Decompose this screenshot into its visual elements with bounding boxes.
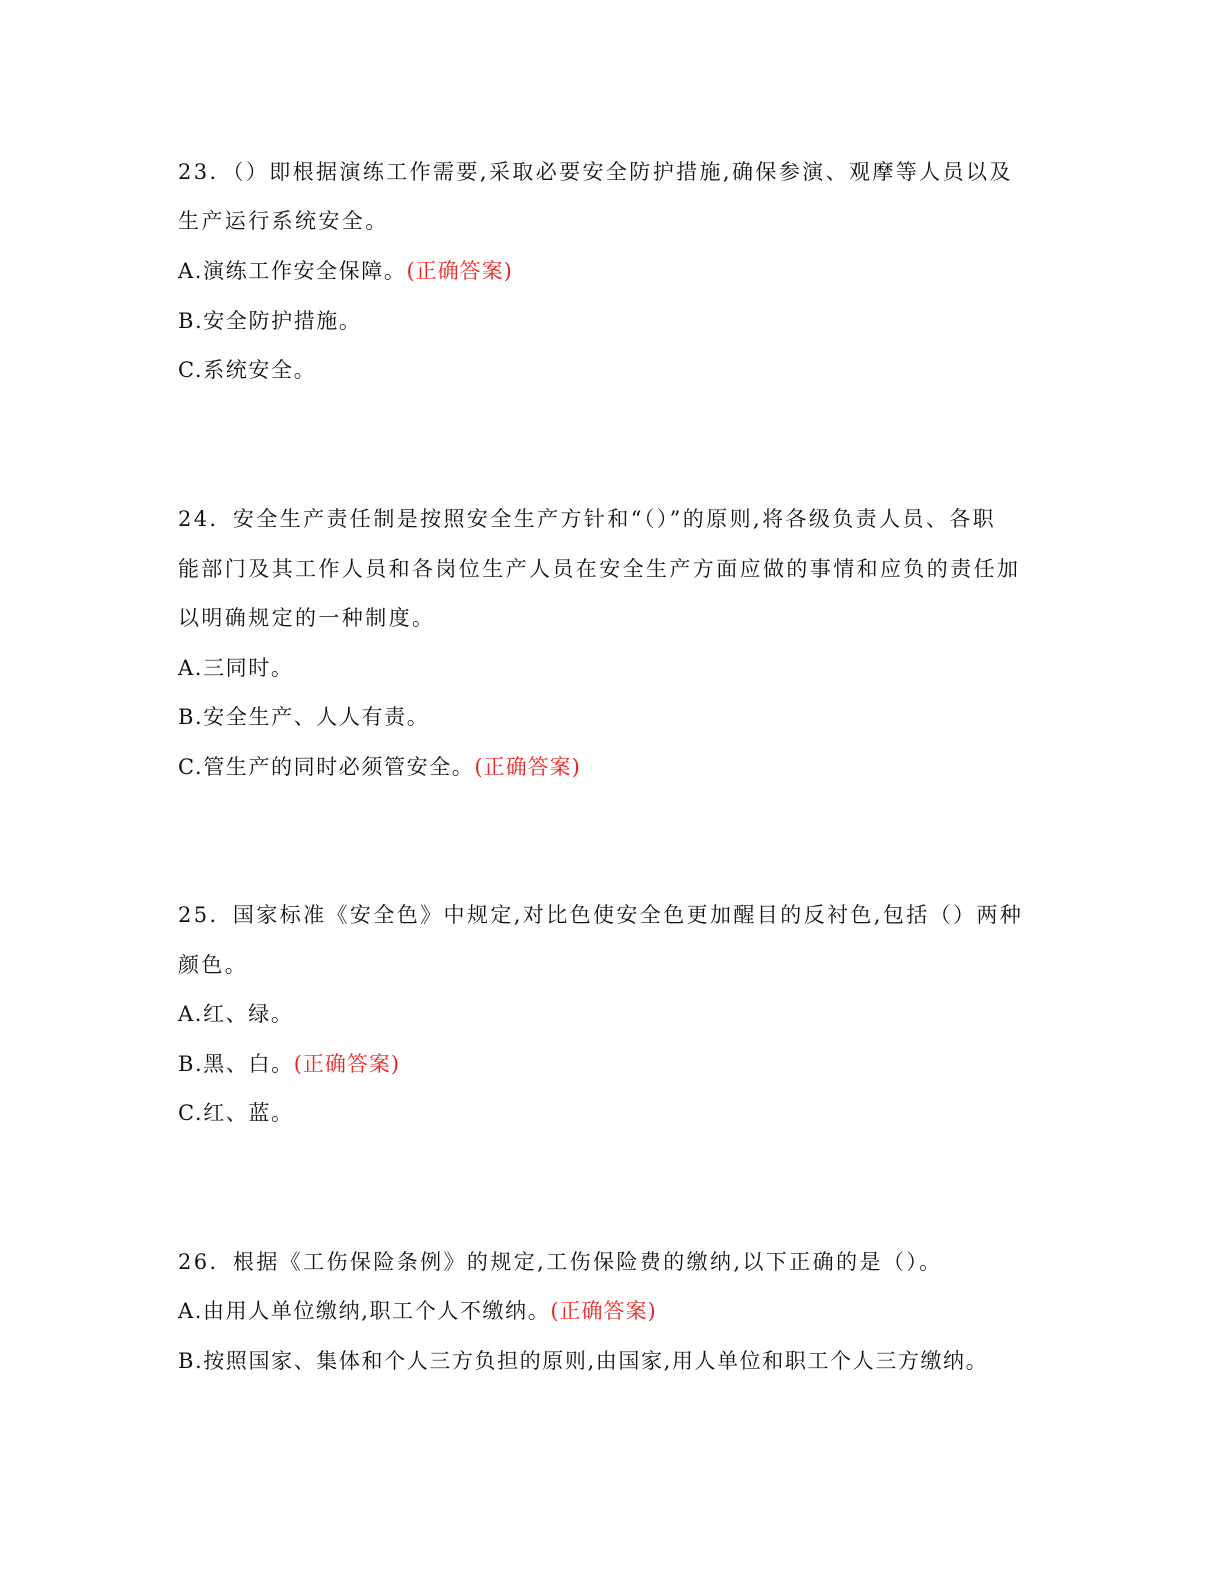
question-23-option-c: C.系统安全。: [178, 358, 317, 382]
option-text: C.管生产的同时必须管安全。: [178, 755, 475, 779]
question-26-option-b: B.按照国家、集体和个人三方负担的原则,由国家,用人单位和职工个人三方缴纳。: [178, 1349, 989, 1373]
question-24-option-b: B.安全生产、人人有责。: [178, 705, 430, 729]
question-25-option-a: A.红、绿。: [178, 1002, 294, 1026]
option-text: B.黑、白。: [178, 1052, 294, 1076]
question-25-line-1: 25．国家标准《安全色》中规定,对比色使安全色更加醒目的反衬色,包括（）两种: [178, 903, 1024, 927]
question-23-line-1: 23．（）即根据演练工作需要,采取必要安全防护措施,确保参演、观摩等人员以及: [178, 160, 1013, 184]
question-24-line-2: 能部门及其工作人员和各岗位生产人员在安全生产方面应做的事情和应负的责任加: [178, 557, 1021, 581]
question-24-line-1: 24．安全生产责任制是按照安全生产方针和“（）”的原则,将各级负责人员、各职: [178, 507, 997, 531]
question-24-option-a: A.三同时。: [178, 656, 294, 680]
question-26-line-1: 26．根据《工伤保险条例》的规定,工伤保险费的缴纳,以下正确的是（）。: [178, 1250, 943, 1274]
correct-answer-mark: (正确答案): [293, 1052, 401, 1076]
question-24-option-c: [178, 752, 1058, 782]
question-23-option-b: B.安全防护措施。: [178, 309, 362, 333]
question-23-option-a: [178, 256, 1058, 286]
question-23-line-2: 生产运行系统安全。: [178, 209, 389, 233]
question-26-option-a: [178, 1296, 1058, 1326]
option-text: A.演练工作安全保障。: [178, 259, 407, 283]
question-25-option-c: C.红、蓝。: [178, 1101, 294, 1125]
correct-answer-mark: (正确答案): [550, 1299, 657, 1323]
question-25-line-2: 颜色。: [178, 953, 249, 977]
question-24-line-3: 以明确规定的一种制度。: [178, 606, 436, 630]
correct-answer-mark: (正确答案): [474, 755, 581, 779]
question-25-option-b: [178, 1049, 1058, 1079]
option-text: A.由用人单位缴纳,职工个人不缴纳。: [178, 1299, 551, 1323]
correct-answer-mark: (正确答案): [406, 259, 513, 283]
